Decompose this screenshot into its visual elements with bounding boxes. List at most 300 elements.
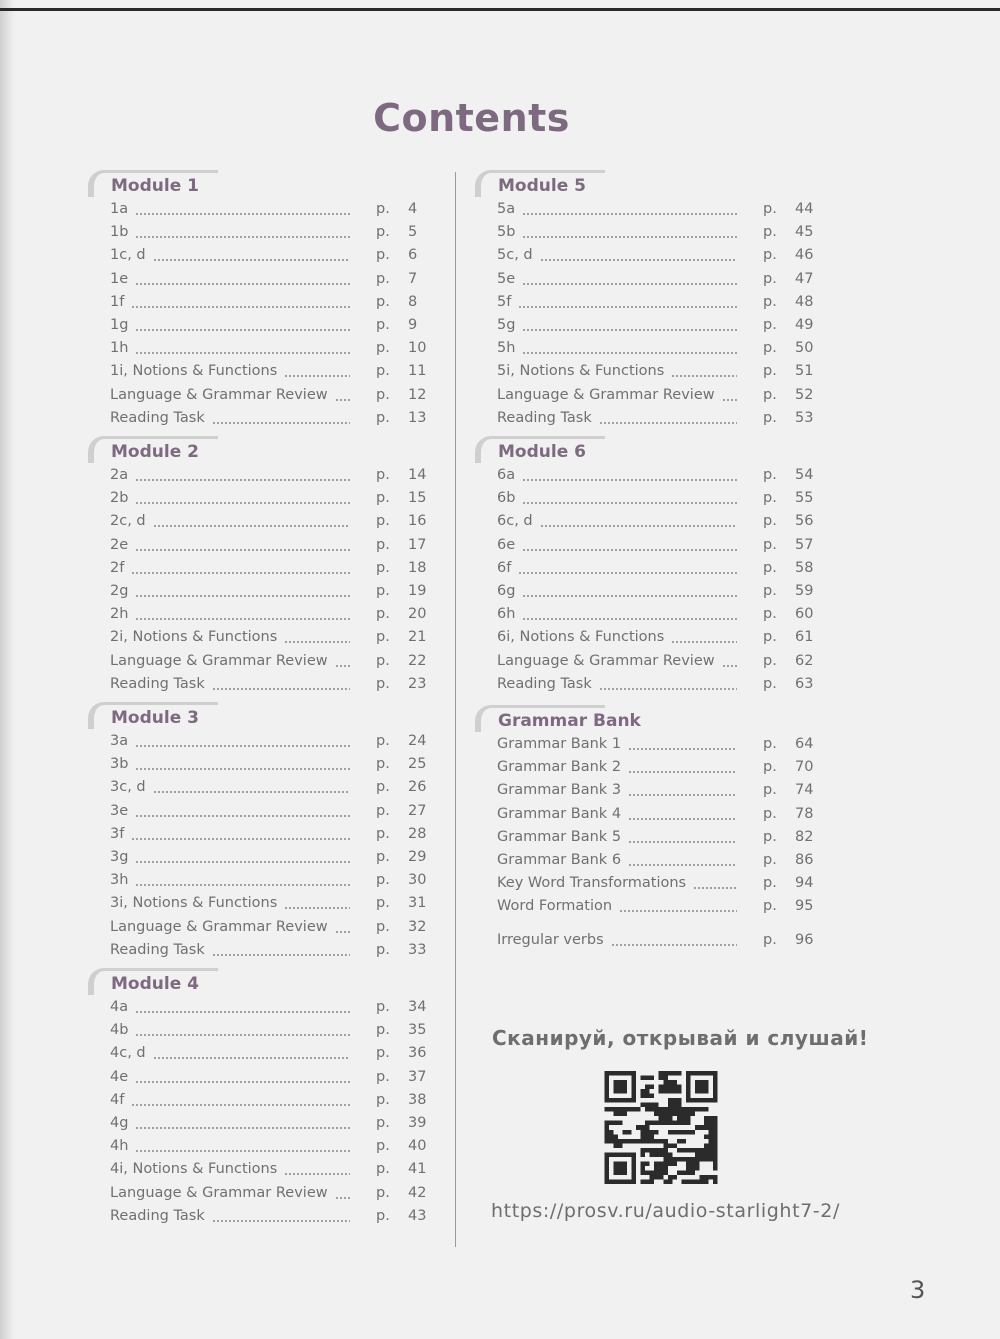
page-abbrev: p.	[376, 918, 390, 935]
contents-entry[interactable]	[475, 291, 825, 314]
contents-entry[interactable]	[475, 826, 825, 849]
page-abbrev: p.	[763, 652, 777, 669]
entry-label: 2a	[110, 467, 129, 483]
dot-leader	[153, 259, 350, 261]
entry-page-number: 50	[795, 340, 814, 357]
entry-label: 6e	[497, 536, 516, 553]
entry-page-number: 55	[795, 490, 814, 507]
page-abbrev: p.	[376, 293, 390, 310]
entry-page-number: 58	[795, 559, 814, 576]
module-section	[475, 434, 825, 700]
entry-page-number: 45	[795, 224, 814, 241]
entry-label: Reading Task	[497, 409, 592, 426]
entry-label: Grammar Bank 4	[497, 805, 622, 822]
entry-label: 3g	[110, 848, 129, 865]
page-abbrev: p.	[763, 898, 777, 915]
entry-page-number: 22	[408, 652, 427, 669]
entry-page-number: 38	[408, 1091, 427, 1108]
entry-label: 1e	[110, 270, 129, 287]
page-abbrev: p.	[763, 386, 777, 403]
entry-label: 5h	[497, 340, 516, 357]
dot-leader	[522, 329, 737, 331]
page-abbrev: p.	[376, 316, 390, 333]
page-abbrev: p.	[376, 270, 390, 287]
entry-label: 4a	[110, 999, 129, 1015]
page-abbrev: p.	[376, 1091, 390, 1108]
dot-leader	[135, 1011, 350, 1013]
dot-leader	[722, 665, 737, 667]
entry-label: 4i, Notions & Functions	[110, 1161, 278, 1178]
page-abbrev: p.	[376, 1161, 390, 1178]
entry-page-number: 8	[408, 293, 418, 310]
contents-entry[interactable]	[88, 487, 438, 510]
entry-label: 2g	[110, 582, 129, 599]
entry-label: 6c, d	[497, 513, 533, 530]
entry-page-number: 15	[408, 490, 427, 507]
contents-entry[interactable]	[88, 892, 438, 915]
entry-label: Language & Grammar Review	[110, 1184, 328, 1201]
contents-entry[interactable]	[88, 1066, 438, 1089]
entry-label: Language & Grammar Review	[110, 918, 328, 935]
entry-page-number: 33	[408, 941, 427, 958]
entry-label: Grammar Bank 3	[497, 782, 622, 799]
dot-leader	[135, 213, 350, 215]
entry-label: Reading Task	[110, 409, 205, 426]
page-abbrev: p.	[763, 293, 777, 310]
dot-leader	[522, 283, 737, 285]
dot-leader	[153, 791, 350, 793]
dot-leader	[153, 525, 350, 527]
entry-label: 6g	[497, 582, 516, 599]
entry-page-number: 6	[408, 247, 418, 264]
entry-label: 1b	[110, 224, 129, 241]
page-abbrev: p.	[763, 782, 777, 799]
module-header	[88, 168, 438, 198]
page-abbrev: p.	[376, 582, 390, 599]
dot-leader	[135, 479, 350, 481]
contents-entry[interactable]	[475, 360, 825, 383]
contents-entry[interactable]	[88, 360, 438, 383]
entry-label: 4e	[110, 1068, 129, 1085]
dot-leader	[335, 1197, 350, 1199]
entry-label: Grammar Bank 2	[497, 759, 622, 776]
entry-label: 1i, Notions & Functions	[110, 363, 278, 380]
contents-entry[interactable]	[475, 872, 825, 895]
entry-label: 4b	[110, 1022, 129, 1039]
contents-entry[interactable]	[88, 846, 438, 869]
contents-entry[interactable]	[88, 1112, 438, 1135]
module-header	[475, 434, 825, 464]
grammar-bank-section	[475, 703, 825, 952]
contents-entry[interactable]	[88, 1042, 438, 1065]
dot-leader	[722, 399, 737, 401]
entry-page-number: 96	[795, 931, 814, 948]
entry-page-number: 30	[408, 872, 427, 889]
dot-leader	[131, 1104, 350, 1106]
dot-leader	[135, 595, 350, 597]
contents-entry[interactable]	[88, 244, 438, 267]
entry-page-number: 10	[408, 340, 427, 357]
entry-label: 6f	[497, 559, 512, 576]
entry-label: Word Formation	[497, 898, 613, 915]
contents-entry[interactable]	[88, 939, 438, 962]
page-abbrev: p.	[376, 1114, 390, 1131]
contents-entry[interactable]	[475, 464, 825, 487]
page-abbrev: p.	[763, 559, 777, 576]
entry-page-number: 21	[408, 629, 427, 646]
dot-leader	[522, 595, 737, 597]
contents-entry[interactable]	[88, 291, 438, 314]
entry-page-number: 44	[795, 201, 814, 217]
dot-leader	[522, 549, 737, 551]
contents-entry[interactable]	[88, 337, 438, 360]
entry-page-number: 4	[408, 201, 418, 217]
contents-entry[interactable]	[88, 823, 438, 846]
page-abbrev: p.	[763, 851, 777, 868]
contents-entry[interactable]	[88, 1158, 438, 1181]
page-abbrev: p.	[763, 201, 777, 217]
entry-page-number: 46	[795, 247, 814, 264]
entry-label: 5g	[497, 316, 516, 333]
entry-page-number: 51	[795, 363, 814, 380]
entry-page-number: 43	[408, 1207, 427, 1224]
page-abbrev: p.	[376, 224, 390, 241]
entry-label: 5c, d	[497, 247, 533, 264]
contents-entry[interactable]	[475, 756, 825, 779]
entry-page-number: 28	[408, 825, 427, 842]
dot-leader	[284, 375, 350, 377]
entry-label: Language & Grammar Review	[497, 652, 715, 669]
page-abbrev: p.	[376, 872, 390, 889]
page-abbrev: p.	[763, 270, 777, 287]
entry-page-number: 5	[408, 224, 418, 241]
dot-leader	[628, 748, 737, 750]
entry-page-number: 29	[408, 848, 427, 865]
page-abbrev: p.	[763, 247, 777, 264]
entry-page-number: 27	[408, 802, 427, 819]
dot-leader	[628, 864, 737, 866]
contents-entry[interactable]	[88, 603, 438, 626]
entry-page-number: 70	[795, 759, 814, 776]
entry-page-number: 13	[408, 409, 427, 426]
entry-page-number: 23	[408, 675, 427, 692]
contents-entry[interactable]	[475, 487, 825, 510]
page-abbrev: p.	[376, 1138, 390, 1155]
contents-entry[interactable]	[88, 557, 438, 580]
entry-label: 4f	[110, 1091, 125, 1108]
dot-leader	[135, 1150, 350, 1152]
page-abbrev: p.	[376, 559, 390, 576]
page-abbrev: p.	[763, 805, 777, 822]
page-abbrev: p.	[376, 340, 390, 357]
entry-page-number: 14	[408, 467, 427, 483]
contents-entry[interactable]	[475, 650, 825, 673]
page-title: Contents	[373, 96, 570, 140]
entry-page-number: 40	[408, 1138, 427, 1155]
dot-leader	[131, 306, 350, 308]
dot-leader	[135, 236, 350, 238]
entry-label: 2c, d	[110, 513, 146, 530]
entry-label: 4g	[110, 1114, 129, 1131]
contents-entry[interactable]	[88, 580, 438, 603]
module-title: Module 6	[498, 442, 586, 462]
contents-entry[interactable]	[88, 753, 438, 776]
entry-label: Reading Task	[497, 675, 592, 692]
dot-leader	[135, 745, 350, 747]
entry-label: 6h	[497, 606, 516, 623]
entry-label: Language & Grammar Review	[110, 652, 328, 669]
module-title: Module 2	[111, 442, 199, 462]
contents-entry[interactable]	[88, 198, 438, 221]
entry-page-number: 11	[408, 363, 427, 380]
page-abbrev: p.	[763, 931, 777, 948]
entry-label: 1h	[110, 340, 129, 357]
page-abbrev: p.	[376, 779, 390, 796]
page-abbrev: p.	[376, 386, 390, 403]
contents-entry[interactable]	[475, 803, 825, 826]
column-divider	[455, 172, 456, 1247]
entry-page-number: 94	[795, 875, 814, 892]
entry-label: 3a	[110, 733, 129, 749]
page-abbrev: p.	[376, 490, 390, 507]
page-abbrev: p.	[376, 756, 390, 773]
entry-label: 5i, Notions & Functions	[497, 363, 665, 380]
entry-label: Reading Task	[110, 675, 205, 692]
page-abbrev: p.	[376, 999, 390, 1015]
dot-leader	[671, 375, 737, 377]
entry-page-number: 39	[408, 1114, 427, 1131]
page-number: 3	[910, 1276, 926, 1304]
entry-page-number: 19	[408, 582, 427, 599]
module-header	[88, 700, 438, 730]
entry-label: 5a	[497, 201, 516, 217]
entry-page-number: 42	[408, 1184, 427, 1201]
dot-leader	[540, 259, 737, 261]
page-abbrev: p.	[376, 1184, 390, 1201]
page-abbrev: p.	[376, 606, 390, 623]
entry-label: 3f	[110, 825, 125, 842]
dot-leader	[518, 572, 737, 574]
page-abbrev: p.	[376, 409, 390, 426]
contents-entry[interactable]	[475, 268, 825, 291]
dot-leader	[628, 771, 737, 773]
dot-leader	[212, 422, 350, 424]
dot-leader	[135, 768, 350, 770]
entry-label: 4h	[110, 1138, 129, 1155]
dot-leader	[599, 688, 737, 690]
contents-entry[interactable]	[475, 534, 825, 557]
page-abbrev: p.	[376, 733, 390, 749]
entry-page-number: 12	[408, 386, 427, 403]
entry-page-number: 86	[795, 851, 814, 868]
dot-leader	[628, 794, 737, 796]
contents-entry[interactable]	[88, 1019, 438, 1042]
entry-page-number: 61	[795, 629, 814, 646]
page-abbrev: p.	[376, 467, 390, 483]
dot-leader	[522, 236, 737, 238]
entry-page-number: 74	[795, 782, 814, 799]
qr-code[interactable]	[600, 1071, 722, 1184]
contents-entry[interactable]	[88, 268, 438, 291]
page-abbrev: p.	[763, 606, 777, 623]
contents-entry[interactable]	[88, 407, 438, 430]
module-section	[88, 168, 438, 434]
contents-entry[interactable]	[88, 1089, 438, 1112]
dot-leader	[540, 525, 737, 527]
page-abbrev: p.	[376, 1068, 390, 1085]
module-header	[88, 966, 438, 996]
entry-label: 1c, d	[110, 247, 146, 264]
contents-entry[interactable]	[475, 673, 825, 696]
entry-label: Grammar Bank 6	[497, 851, 622, 868]
entry-page-number: 31	[408, 895, 427, 912]
contents-entry[interactable]	[475, 384, 825, 407]
contents-entry[interactable]	[88, 534, 438, 557]
contents-entry[interactable]	[475, 407, 825, 430]
contents-entry[interactable]	[88, 776, 438, 799]
contents-entry[interactable]	[88, 996, 438, 1019]
scan-call-to-action: Сканируй, открывай и слушай!	[492, 1026, 869, 1050]
module-header	[475, 168, 825, 198]
entry-page-number: 16	[408, 513, 427, 530]
entry-label: Grammar Bank 5	[497, 828, 622, 845]
entry-label: 5e	[497, 270, 516, 287]
dot-leader	[335, 665, 350, 667]
contents-entry[interactable]	[88, 221, 438, 244]
entry-label: 6i, Notions & Functions	[497, 629, 665, 646]
dot-leader	[212, 1220, 350, 1222]
entry-page-number: 36	[408, 1045, 427, 1062]
dot-leader	[135, 1034, 350, 1036]
contents-entry[interactable]	[475, 603, 825, 626]
contents-entry[interactable]	[475, 314, 825, 337]
page-abbrev: p.	[763, 629, 777, 646]
contents-entry[interactable]	[88, 916, 438, 939]
dot-leader	[131, 572, 350, 574]
entry-label: 2i, Notions & Functions	[110, 629, 278, 646]
entry-label: 5b	[497, 224, 516, 241]
dot-leader	[212, 954, 350, 956]
contents-entry[interactable]	[88, 626, 438, 649]
dot-leader	[131, 838, 350, 840]
contents-entry[interactable]	[475, 337, 825, 360]
page-abbrev: p.	[376, 363, 390, 380]
dot-leader	[284, 907, 350, 909]
entry-label: 3c, d	[110, 779, 146, 796]
grammar-bank-header	[475, 703, 825, 733]
contents-column-left	[88, 168, 438, 1232]
dot-leader	[522, 618, 737, 620]
page-abbrev: p.	[376, 848, 390, 865]
dot-leader	[599, 422, 737, 424]
entry-label: 3e	[110, 802, 129, 819]
entry-page-number: 62	[795, 652, 814, 669]
contents-entry[interactable]	[88, 510, 438, 533]
contents-entry[interactable]	[475, 580, 825, 603]
contents-entry[interactable]	[475, 849, 825, 872]
dot-leader	[135, 502, 350, 504]
entry-label: 6b	[497, 490, 516, 507]
entry-label: Grammar Bank 1	[497, 736, 622, 752]
top-border	[0, 8, 1000, 11]
entry-page-number: 26	[408, 779, 427, 796]
contents-entry[interactable]	[88, 1182, 438, 1205]
page-abbrev: p.	[376, 802, 390, 819]
entry-label: 2b	[110, 490, 129, 507]
contents-entry[interactable]	[88, 314, 438, 337]
page-abbrev: p.	[763, 316, 777, 333]
contents-entry[interactable]	[475, 221, 825, 244]
page-abbrev: p.	[376, 1207, 390, 1224]
entry-page-number: 53	[795, 409, 814, 426]
contents-entry[interactable]	[475, 198, 825, 221]
entry-label: Reading Task	[110, 1207, 205, 1224]
entry-label: 3h	[110, 872, 129, 889]
entry-page-number: 20	[408, 606, 427, 623]
contents-entry[interactable]	[88, 1205, 438, 1228]
module-title: Module 1	[111, 176, 199, 196]
contents-entry[interactable]	[475, 626, 825, 649]
module-section	[475, 168, 825, 434]
dot-leader	[628, 841, 737, 843]
contents-entry[interactable]	[475, 929, 825, 952]
module-section	[88, 966, 438, 1232]
contents-entry[interactable]	[88, 730, 438, 753]
page-abbrev: p.	[763, 759, 777, 776]
entry-page-number: 32	[408, 918, 427, 935]
entry-page-number: 57	[795, 536, 814, 553]
page-abbrev: p.	[376, 675, 390, 692]
contents-entry[interactable]	[88, 673, 438, 696]
dot-leader	[153, 1057, 350, 1059]
dot-leader	[212, 688, 350, 690]
entry-page-number: 52	[795, 386, 814, 403]
entry-label: 2f	[110, 559, 125, 576]
contents-entry[interactable]	[88, 384, 438, 407]
page-abbrev: p.	[763, 875, 777, 892]
entry-label: 1f	[110, 293, 125, 310]
page-abbrev: p.	[376, 629, 390, 646]
contents-entry[interactable]	[475, 510, 825, 533]
entry-page-number: 7	[408, 270, 418, 287]
contents-entry[interactable]	[88, 650, 438, 673]
page-abbrev: p.	[376, 941, 390, 958]
entry-page-number: 41	[408, 1161, 427, 1178]
contents-entry[interactable]	[88, 800, 438, 823]
dot-leader	[135, 884, 350, 886]
contents-entry[interactable]	[475, 557, 825, 580]
contents-entry[interactable]	[475, 895, 825, 918]
contents-entry[interactable]	[88, 464, 438, 487]
page-edge-shadow	[0, 0, 16, 1339]
contents-entry[interactable]	[88, 869, 438, 892]
entry-page-number: 63	[795, 675, 814, 692]
dot-leader	[135, 352, 350, 354]
dot-leader	[135, 1081, 350, 1083]
audio-url-link[interactable]: https://prosv.ru/audio-starlight7-2/	[491, 1200, 840, 1222]
contents-entry[interactable]	[88, 1135, 438, 1158]
page-abbrev: p.	[376, 201, 390, 217]
entry-page-number: 95	[795, 898, 814, 915]
contents-entry[interactable]	[475, 733, 825, 756]
contents-entry[interactable]	[475, 244, 825, 267]
entry-label: Irregular verbs	[497, 931, 604, 948]
entry-page-number: 59	[795, 582, 814, 599]
contents-entry[interactable]	[475, 779, 825, 802]
entry-page-number: 54	[795, 467, 814, 483]
module-header	[88, 434, 438, 464]
page-abbrev: p.	[763, 536, 777, 553]
